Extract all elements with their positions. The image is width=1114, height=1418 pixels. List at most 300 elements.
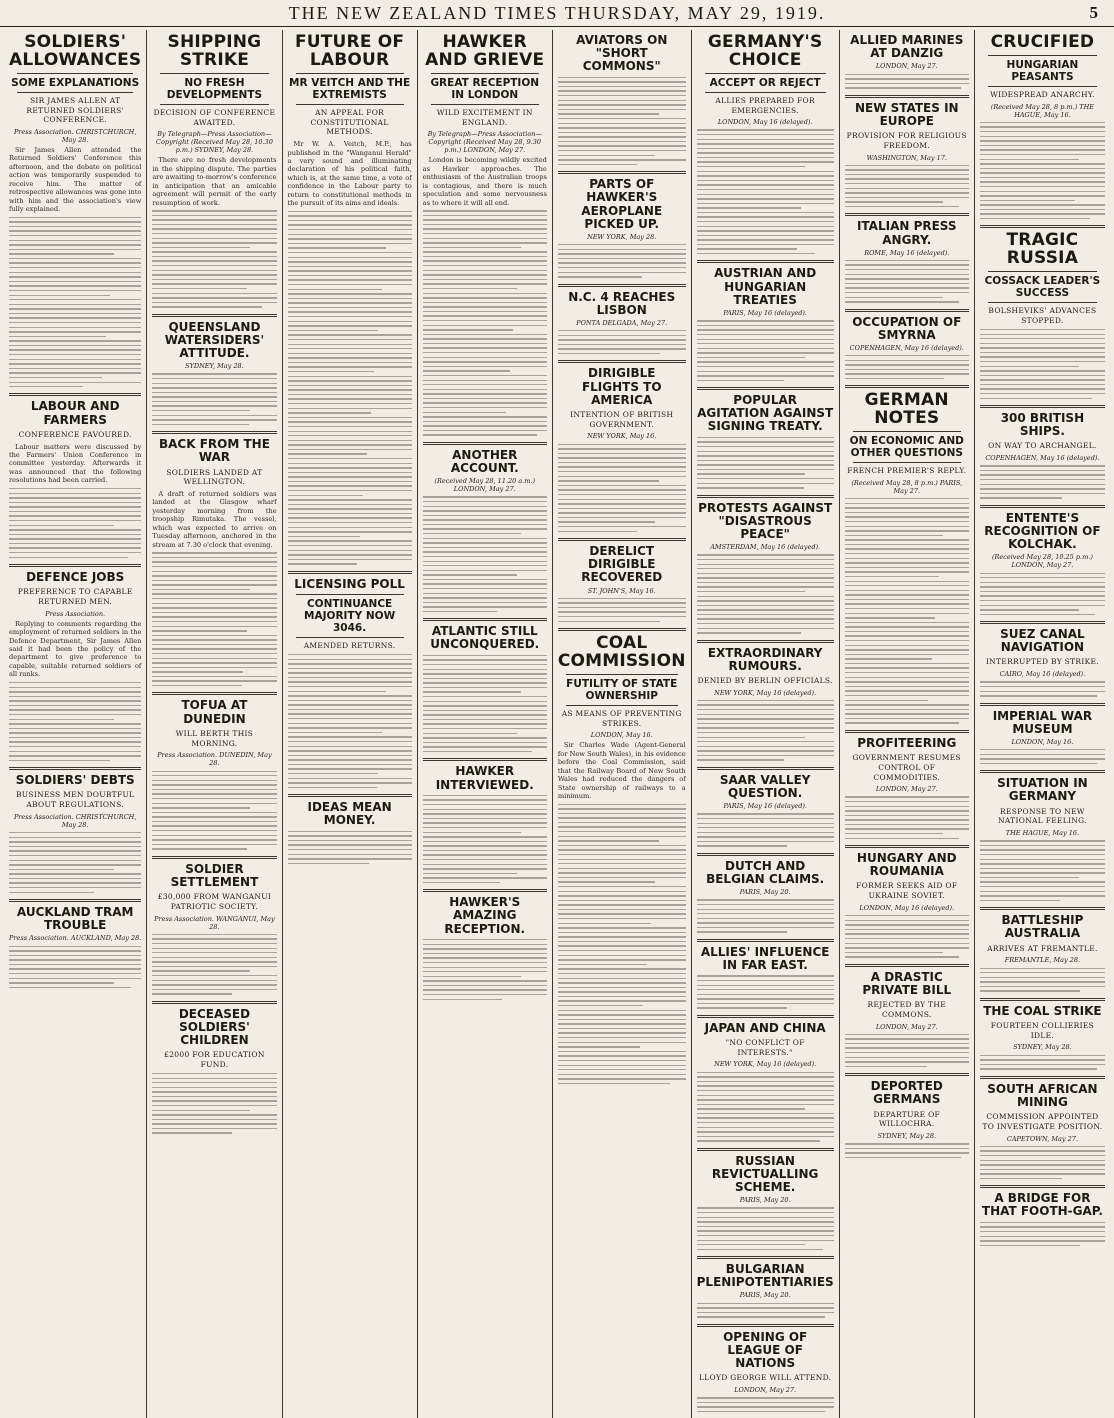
text-line bbox=[9, 244, 141, 245]
article-divider bbox=[558, 628, 686, 631]
text-line bbox=[423, 962, 547, 963]
subhead-rule bbox=[431, 104, 539, 105]
text-line bbox=[9, 538, 141, 539]
text-line bbox=[288, 307, 412, 308]
text-line bbox=[845, 165, 969, 166]
text-line bbox=[152, 635, 276, 636]
article-deck: ARRIVES AT FREMANTLE. bbox=[987, 943, 1098, 953]
text-line bbox=[9, 741, 141, 742]
text-line bbox=[697, 618, 834, 619]
article-text-lines bbox=[288, 211, 412, 565]
text-line bbox=[152, 1073, 276, 1074]
text-line bbox=[288, 353, 412, 354]
text-line bbox=[288, 257, 412, 258]
text-line bbox=[288, 732, 382, 733]
text-line bbox=[152, 621, 276, 622]
text-line bbox=[980, 691, 1105, 692]
text-line bbox=[697, 148, 834, 149]
article-divider bbox=[423, 758, 547, 761]
text-line bbox=[697, 1095, 834, 1096]
text-line bbox=[152, 780, 276, 781]
text-line bbox=[288, 220, 412, 221]
text-line bbox=[288, 545, 412, 546]
text-line bbox=[152, 270, 276, 271]
article-dateline: CAIRO, May 16 (delayed). bbox=[999, 670, 1086, 679]
text-line bbox=[423, 669, 547, 670]
text-line bbox=[697, 985, 834, 986]
article bbox=[697, 853, 834, 933]
text-line bbox=[423, 357, 547, 358]
text-line bbox=[152, 224, 276, 225]
text-line bbox=[558, 1019, 686, 1020]
text-line bbox=[697, 1240, 834, 1241]
text-line bbox=[558, 607, 686, 608]
article-headline: IMPERIAL WAR MUSEUM bbox=[992, 708, 1093, 736]
article-divider bbox=[423, 889, 547, 892]
headline-rule bbox=[988, 55, 1097, 56]
article bbox=[423, 618, 547, 752]
article-text-lines bbox=[288, 831, 412, 864]
text-line bbox=[288, 844, 412, 845]
text-line bbox=[980, 1173, 1105, 1174]
text-line bbox=[697, 1226, 834, 1227]
text-line bbox=[558, 1032, 686, 1033]
article-text-lines bbox=[558, 244, 686, 277]
text-line bbox=[152, 653, 276, 654]
text-line bbox=[288, 325, 412, 326]
article-dateline: SYDNEY, May 28. bbox=[1013, 1043, 1072, 1052]
article-dateline: PARIS, May 20. bbox=[739, 1196, 791, 1205]
text-line bbox=[423, 496, 547, 497]
article-dateline: LONDON, May 16. bbox=[590, 731, 653, 740]
text-line bbox=[423, 430, 547, 431]
text-line bbox=[845, 952, 943, 953]
article-divider bbox=[9, 393, 141, 396]
text-line bbox=[980, 168, 1105, 169]
text-line bbox=[288, 759, 412, 760]
text-line bbox=[423, 742, 547, 743]
text-line bbox=[152, 775, 276, 776]
article-text-lines bbox=[9, 217, 141, 388]
article-divider bbox=[697, 853, 834, 856]
article-headline: HAWKER AND GRIEVE bbox=[425, 32, 545, 70]
text-line bbox=[9, 700, 141, 701]
text-line bbox=[152, 1128, 276, 1129]
text-line bbox=[288, 831, 412, 832]
text-line bbox=[288, 275, 412, 276]
article-headline: SOLDIERS' ALLOWANCES bbox=[9, 32, 142, 70]
text-line bbox=[423, 659, 547, 660]
article-divider bbox=[697, 260, 834, 263]
text-line bbox=[288, 431, 412, 432]
text-line bbox=[558, 258, 686, 259]
article bbox=[697, 260, 834, 381]
text-line bbox=[845, 1052, 969, 1053]
text-line bbox=[697, 171, 834, 172]
text-line bbox=[980, 763, 1098, 764]
text-line bbox=[9, 525, 114, 526]
text-line bbox=[980, 986, 1105, 987]
text-line bbox=[288, 330, 379, 331]
text-line bbox=[558, 521, 655, 522]
text-line bbox=[423, 306, 547, 307]
text-line bbox=[9, 732, 141, 733]
text-line bbox=[152, 593, 276, 594]
text-line bbox=[152, 812, 276, 813]
article-text-lines bbox=[423, 939, 547, 1000]
article-text-lines bbox=[697, 899, 834, 932]
text-line bbox=[558, 904, 686, 905]
text-line bbox=[980, 695, 1098, 696]
text-line bbox=[980, 1064, 1105, 1065]
text-line bbox=[558, 621, 660, 622]
text-line bbox=[980, 681, 1105, 682]
article-headline: IDEAS MEAN MONEY. bbox=[307, 800, 392, 828]
article-headline: DUTCH AND BELGIAN CLAIMS. bbox=[706, 858, 825, 886]
article-dateline: By Telegraph—Press Association—Copyright (Received May 28, 9.30 p.m.) LONDON, May 27. bbox=[427, 130, 542, 155]
text-line bbox=[980, 900, 1060, 901]
text-line bbox=[423, 980, 547, 981]
article-deck: £2000 FOR EDUCATION FUND. bbox=[164, 1050, 265, 1069]
text-line bbox=[845, 264, 969, 265]
text-line bbox=[288, 380, 412, 381]
article-deck: CONFERENCE FAVOURED. bbox=[18, 429, 132, 439]
text-line bbox=[9, 950, 141, 951]
article-dateline: (Received May 28, 10.25 p.m.) LONDON, May 27. bbox=[991, 553, 1093, 570]
text-line bbox=[423, 873, 517, 874]
article-subhead: ON ECONOMIC AND OTHER QUESTIONS bbox=[849, 435, 964, 460]
article-deck: FORMER SEEKS AID OF UKRAINE SOVIET. bbox=[856, 881, 958, 901]
article-text-lines bbox=[152, 934, 276, 995]
article-dateline: Press Association. DUNEDIN, May 28. bbox=[157, 751, 272, 768]
text-line bbox=[845, 1038, 969, 1039]
text-line bbox=[558, 1046, 640, 1047]
text-line bbox=[697, 591, 805, 592]
text-line bbox=[697, 1081, 834, 1082]
text-line bbox=[558, 991, 686, 992]
text-line bbox=[697, 704, 834, 705]
text-line bbox=[697, 1244, 805, 1245]
text-line bbox=[980, 854, 1105, 855]
text-line bbox=[697, 203, 834, 204]
text-line bbox=[697, 329, 834, 330]
article-text-lines bbox=[697, 554, 834, 633]
text-line bbox=[697, 1316, 826, 1317]
article-text-lines bbox=[152, 373, 276, 425]
text-line bbox=[697, 244, 834, 245]
text-line bbox=[697, 755, 834, 756]
text-line bbox=[423, 279, 547, 280]
text-line bbox=[697, 352, 834, 353]
article bbox=[845, 213, 969, 302]
text-line bbox=[288, 741, 412, 742]
article bbox=[980, 1076, 1105, 1180]
text-line bbox=[697, 1307, 834, 1308]
text-line bbox=[423, 297, 547, 298]
article-subhead: MR VEITCH AND THE EXTREMISTS bbox=[289, 76, 411, 101]
text-line bbox=[152, 789, 276, 790]
text-line bbox=[845, 824, 969, 825]
article-headline: ANOTHER ACCOUNT. bbox=[450, 447, 519, 476]
article-subhead: NO FRESH DEVELOPMENTS bbox=[166, 76, 263, 101]
text-line bbox=[980, 497, 1063, 498]
text-line bbox=[152, 373, 276, 374]
text-line bbox=[423, 673, 547, 674]
text-line bbox=[9, 322, 141, 323]
text-line bbox=[423, 939, 547, 940]
text-line bbox=[423, 515, 547, 516]
text-line bbox=[558, 132, 686, 133]
text-line bbox=[9, 873, 141, 874]
column-2 bbox=[147, 30, 282, 1418]
text-line bbox=[558, 1000, 686, 1001]
text-line bbox=[288, 289, 382, 290]
text-line bbox=[558, 249, 686, 250]
text-line bbox=[980, 872, 1105, 873]
text-line bbox=[845, 83, 969, 84]
text-line bbox=[558, 808, 686, 809]
text-line bbox=[845, 378, 944, 379]
columns bbox=[4, 30, 1110, 1395]
text-line bbox=[423, 380, 547, 381]
text-line bbox=[697, 632, 801, 633]
text-line bbox=[697, 348, 834, 349]
text-line bbox=[423, 809, 547, 810]
text-line bbox=[558, 118, 686, 119]
text-line bbox=[845, 548, 969, 549]
article-deck: INTENTION OF BRITISH GOVERNMENT. bbox=[570, 409, 674, 429]
article-dateline: Press Association. CHRISTCHURCH, May 28. bbox=[13, 128, 137, 144]
text-line bbox=[9, 372, 141, 373]
text-line bbox=[980, 600, 1105, 601]
text-line bbox=[152, 302, 276, 303]
text-line bbox=[288, 394, 412, 395]
text-line bbox=[152, 948, 276, 949]
text-line bbox=[845, 201, 943, 202]
text-line bbox=[152, 1105, 276, 1106]
text-line bbox=[697, 628, 834, 629]
text-line bbox=[288, 270, 412, 271]
text-line bbox=[697, 1136, 834, 1137]
text-line bbox=[423, 247, 521, 248]
text-line bbox=[9, 982, 114, 983]
text-line bbox=[9, 728, 141, 729]
article bbox=[697, 1256, 834, 1318]
text-line bbox=[9, 682, 141, 683]
text-line bbox=[423, 832, 521, 833]
text-line bbox=[152, 844, 276, 845]
article-divider bbox=[558, 360, 686, 363]
text-line bbox=[558, 1042, 686, 1043]
article-headline: ITALIAN PRESS ANGRY. bbox=[856, 219, 957, 247]
text-line bbox=[845, 672, 969, 673]
article-dateline: COPENHAGEN, May 16 (delayed). bbox=[849, 343, 964, 352]
text-line bbox=[423, 588, 547, 589]
article bbox=[558, 538, 686, 622]
text-line bbox=[697, 573, 834, 574]
text-line bbox=[423, 265, 547, 266]
text-line bbox=[980, 122, 1105, 123]
article-headline: DIRIGIBLE FLIGHTS TO AMERICA bbox=[581, 366, 662, 407]
article bbox=[9, 393, 141, 558]
text-line bbox=[697, 818, 834, 819]
text-line bbox=[288, 768, 412, 769]
article-text-lines bbox=[980, 329, 1105, 399]
text-line bbox=[152, 658, 276, 659]
text-line bbox=[845, 581, 969, 582]
text-line bbox=[558, 150, 686, 151]
text-line bbox=[423, 538, 547, 539]
text-line bbox=[9, 751, 141, 752]
headline-rule bbox=[17, 73, 133, 74]
text-line bbox=[697, 927, 834, 928]
text-line bbox=[697, 741, 834, 742]
text-line bbox=[697, 899, 834, 900]
article-dateline: NEW YORK, May 28. bbox=[587, 232, 657, 241]
text-line bbox=[152, 680, 276, 681]
text-line bbox=[558, 1051, 686, 1052]
text-line bbox=[558, 945, 686, 946]
text-line bbox=[697, 221, 834, 222]
text-line bbox=[152, 835, 276, 836]
text-line bbox=[423, 551, 547, 552]
article-dateline: LONDON, May 16 (delayed). bbox=[717, 118, 813, 127]
text-line bbox=[558, 868, 686, 869]
text-line bbox=[558, 1023, 686, 1024]
text-line bbox=[9, 226, 141, 227]
text-line bbox=[845, 87, 962, 88]
text-line bbox=[558, 353, 660, 354]
text-line bbox=[845, 1047, 969, 1048]
text-line bbox=[9, 719, 114, 720]
article-deck: WIDESPREAD ANARCHY. bbox=[990, 89, 1095, 99]
article-headline: FUTURE OF LABOUR bbox=[294, 32, 405, 70]
text-line bbox=[9, 987, 131, 988]
text-line bbox=[558, 1083, 670, 1084]
article bbox=[558, 171, 686, 277]
text-line bbox=[288, 787, 377, 788]
article-deck: BUSINESS MEN DOUBTFUL ABOUT REGULATIONS. bbox=[15, 790, 135, 810]
text-line bbox=[152, 378, 276, 379]
article-subhead: ACCEPT OR REJECT bbox=[709, 76, 821, 89]
headline-rule bbox=[296, 594, 404, 595]
text-line bbox=[288, 279, 412, 280]
column-5 bbox=[553, 30, 692, 1418]
text-line bbox=[558, 141, 686, 142]
text-line bbox=[558, 973, 686, 974]
text-line bbox=[152, 306, 261, 307]
text-line bbox=[558, 854, 686, 855]
text-line bbox=[152, 648, 276, 649]
text-line bbox=[288, 371, 375, 372]
text-line bbox=[697, 198, 834, 199]
text-line bbox=[9, 240, 141, 241]
text-line bbox=[980, 1155, 1105, 1156]
text-line bbox=[845, 355, 969, 356]
text-line bbox=[697, 1303, 834, 1304]
text-line bbox=[423, 219, 547, 220]
page-number: 5 bbox=[1089, 3, 1098, 22]
text-line bbox=[9, 258, 141, 259]
text-line bbox=[9, 850, 141, 851]
text-line bbox=[9, 887, 141, 888]
text-line bbox=[9, 340, 141, 341]
text-line bbox=[288, 773, 379, 774]
text-line bbox=[288, 472, 412, 473]
text-line bbox=[558, 145, 686, 146]
text-line bbox=[423, 948, 547, 949]
text-line bbox=[423, 967, 547, 968]
article-dateline: ST. JOHN'S, May 16. bbox=[587, 586, 656, 595]
text-line bbox=[697, 460, 834, 461]
text-line bbox=[697, 998, 834, 999]
text-line bbox=[9, 964, 141, 965]
text-line bbox=[697, 1104, 834, 1105]
article bbox=[558, 284, 686, 355]
text-line bbox=[152, 793, 276, 794]
text-line bbox=[697, 487, 804, 488]
article-dateline: FREMANTLE, May 28. bbox=[1004, 956, 1081, 965]
column-8 bbox=[975, 30, 1110, 1418]
text-line bbox=[152, 1114, 276, 1115]
text-line bbox=[845, 297, 943, 298]
text-line bbox=[423, 434, 537, 435]
text-line bbox=[697, 746, 834, 747]
text-line bbox=[9, 737, 141, 738]
article-headline: BULGARIAN PLENIPOTENTIARIES bbox=[696, 1262, 834, 1290]
article-text-lines bbox=[558, 598, 686, 622]
text-line bbox=[423, 854, 547, 855]
text-line bbox=[558, 1014, 686, 1015]
text-line bbox=[980, 145, 1105, 146]
text-line bbox=[980, 754, 1105, 755]
text-line bbox=[9, 331, 141, 332]
headline-rule bbox=[705, 73, 826, 74]
text-line bbox=[845, 801, 969, 802]
text-line bbox=[152, 943, 276, 944]
text-line bbox=[845, 819, 969, 820]
text-line bbox=[9, 382, 141, 383]
text-line bbox=[288, 302, 412, 303]
text-line bbox=[697, 564, 834, 565]
article-text-lines bbox=[845, 74, 969, 89]
text-line bbox=[980, 863, 1105, 864]
text-line bbox=[9, 368, 141, 369]
text-line bbox=[288, 550, 412, 551]
article-divider bbox=[9, 767, 141, 770]
text-line bbox=[288, 504, 412, 505]
text-line bbox=[558, 1074, 686, 1075]
text-line bbox=[288, 467, 412, 468]
text-line bbox=[558, 968, 686, 969]
text-line bbox=[697, 737, 805, 738]
text-line bbox=[558, 602, 686, 603]
article bbox=[152, 34, 276, 308]
article bbox=[845, 309, 969, 380]
text-line bbox=[697, 709, 834, 710]
article-headline: CRUCIFIED bbox=[990, 32, 1095, 52]
text-line bbox=[697, 586, 834, 587]
text-line bbox=[152, 993, 231, 994]
text-line bbox=[697, 180, 834, 181]
article-body: Labour matters were discussed by the Farmers' Union Conference in committee yesterday. Afterwards it was announced that the following resolutions had been carried. bbox=[9, 442, 142, 485]
text-line bbox=[423, 402, 547, 403]
text-line bbox=[9, 253, 114, 254]
text-line bbox=[423, 597, 547, 598]
text-line bbox=[845, 677, 969, 678]
text-line bbox=[558, 127, 686, 128]
text-line bbox=[697, 1099, 834, 1100]
